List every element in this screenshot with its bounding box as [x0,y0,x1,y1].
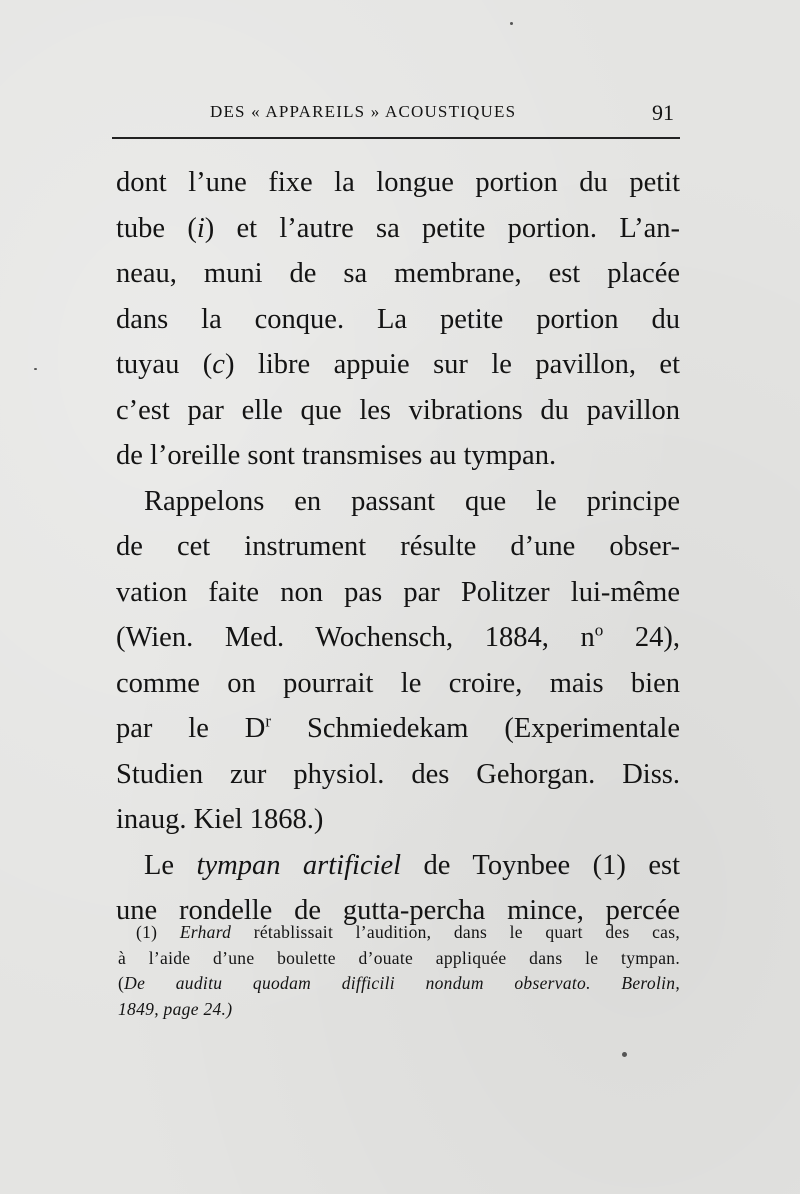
running-title: DES « APPAREILS » ACOUSTIQUES [210,102,517,121]
text-line: Rappelons en passant que le principe [144,485,680,517]
text-line: de l’oreille sont transmises au tympan. [116,440,557,471]
footnote-line: à l’aide d’une boulette d’ouate appliquée dans le tympan. [118,947,680,968]
text-line: dont l’une fixe la longue portion du petit [116,167,680,198]
page-number: 91 [652,100,674,125]
text-line: neau, muni de sa membrane, est placée [116,258,680,289]
text-line: tube (i) et l’autre sa petite portion. L’an- [116,212,680,244]
footnote [118,920,680,1022]
text-line: dans la conque. La petite portion du [116,303,680,335]
header-rule [112,137,680,139]
text-line: par le $D^r$ Schmiedekam (Experimentale [116,711,680,744]
text-line: c’est par elle que les vibrations du pavillon [116,394,680,426]
text-line: de cet instrument résulte d’une obser- [116,531,680,562]
paper-speck [34,368,37,370]
paper-speck [622,1052,627,1057]
text-line: comme on pourrait le croire, mais bien [116,667,680,699]
body-text [116,160,680,934]
paper-speck [510,22,513,25]
text-line: une rondelle de gutta-percha mince, percée [116,895,680,926]
footnote-line: 1849, page 24.) [118,998,233,1019]
text-line: Studien zur physiol. des Gehorgan. Diss. [116,758,680,790]
text-line: vation faite non pas par Politzer lui-même [116,576,680,608]
footnote-line: (De auditu quodam difficili nondum observato. Berolin, [118,973,680,993]
footnote-line: (1) Erhard rétablissait l’audition, dans le quart des cas, [136,922,680,942]
running-head [112,100,676,130]
text-line: Le tympan artificiel de Toynbee (1) est [144,849,680,881]
text-line: inaug. Kiel 1868.) [116,804,324,835]
text-line: (Wien. Med. Wochensch, 1884, $n^o$ 24), [116,620,680,653]
text-line: tuyau (c) libre appuie sur le pavillon, et [116,349,681,380]
